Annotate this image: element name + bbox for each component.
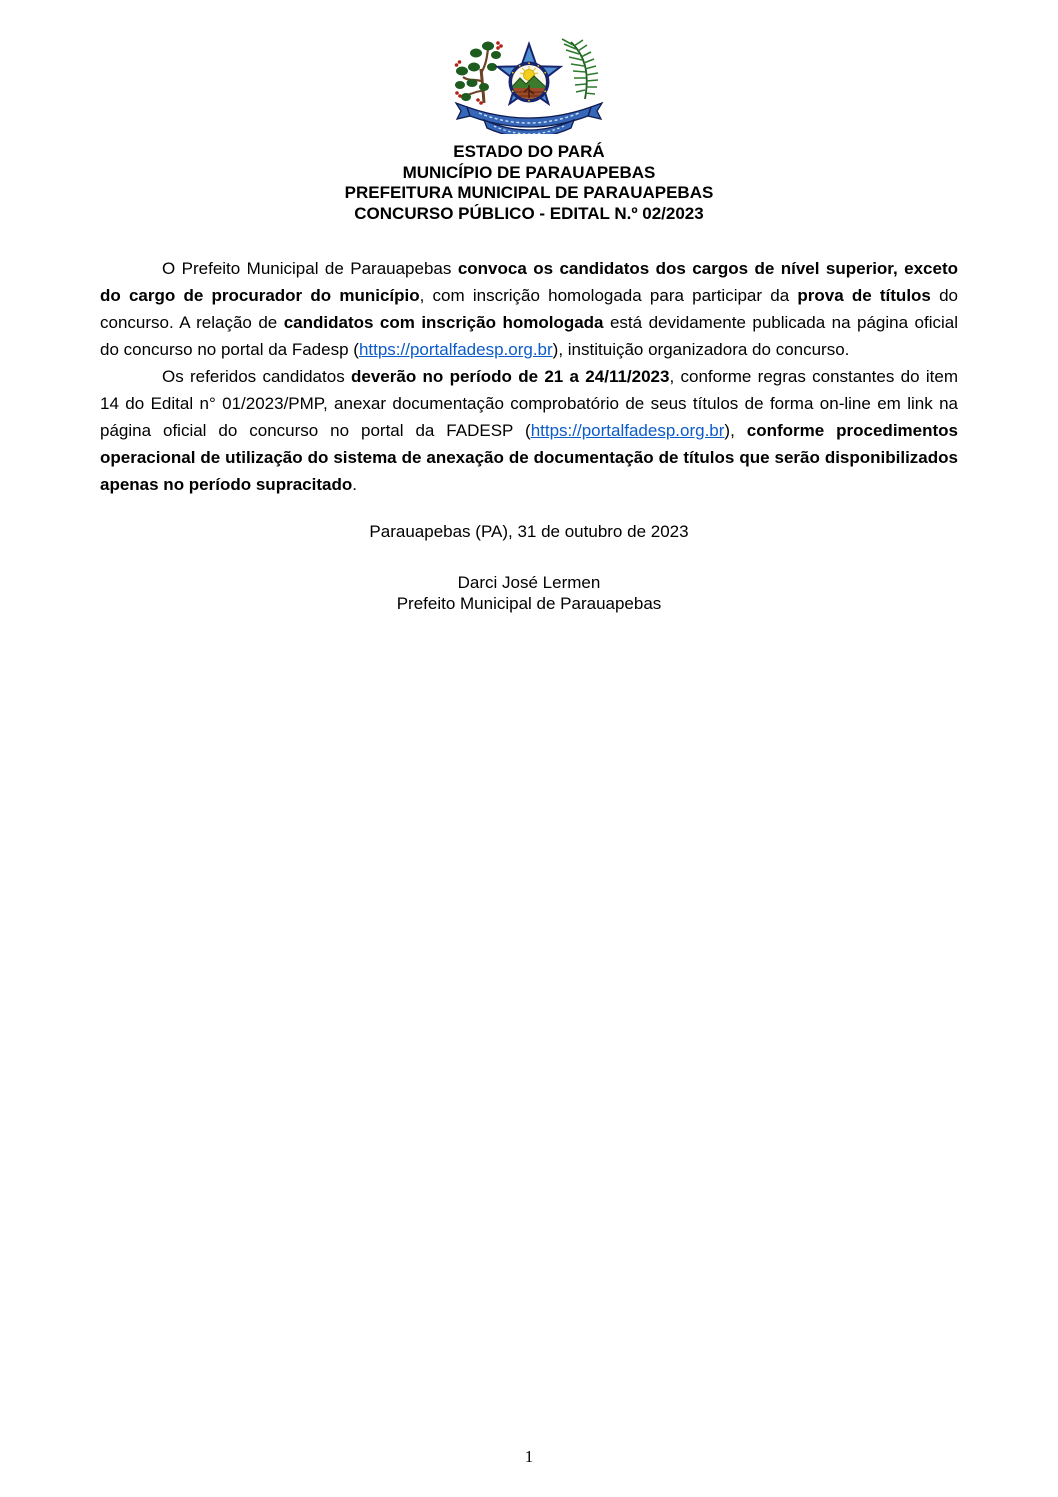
text-run: está devidamente publicada na página oficial do concurso no portal da Fadesp ( xyxy=(100,313,958,359)
text-run: , com inscrição homologada para participar da xyxy=(419,286,798,305)
crest-container xyxy=(0,0,1058,134)
paragraph-convocacao xyxy=(100,255,958,363)
text-run: Os referidos candidatos xyxy=(162,367,351,386)
document-header xyxy=(0,142,1058,224)
header-line-prefeitura: PREFEITURA MUNICIPAL DE PARAUAPEBAS xyxy=(344,183,714,202)
bold-text-run: prova de títulos xyxy=(797,286,931,305)
ribbon-banner-icon xyxy=(456,103,602,134)
bold-text-run: convoca os candidatos dos cargos de nível superior, exceto do cargo de procurador do município xyxy=(100,259,958,305)
header-line-edital: CONCURSO PÚBLICO - EDITAL N.º 02/2023 xyxy=(354,203,704,223)
text-run: , conforme regras constantes do item 14 do Edital n° 01/2023/PMP, anexar documentação comprobatório de seus títulos de forma on-line em link na página oficial do concurso no portal da FADESP ( xyxy=(100,367,958,440)
dateline: Parauapebas (PA), 31 de outubro de 2023 xyxy=(369,522,689,541)
bold-text-run: candidatos com inscrição homologada xyxy=(283,313,604,332)
fern-branch-icon xyxy=(562,39,598,99)
document-body xyxy=(100,255,958,498)
text-run: do concurso. A relação de xyxy=(100,286,958,332)
page-number: 1 xyxy=(524,1447,534,1466)
fadesp-portal-link[interactable]: https://portalfadesp.org.br xyxy=(530,421,725,440)
signature-role: Prefeito Municipal de Parauapebas xyxy=(396,593,662,613)
header-line-municipio: MUNICÍPIO DE PARAUAPEBAS xyxy=(402,162,656,182)
signature-block xyxy=(0,573,1058,614)
signature-name: Darci José Lermen xyxy=(457,573,601,592)
header-line-estado: ESTADO DO PARÁ xyxy=(453,142,605,161)
fadesp-portal-link[interactable]: https://portalfadesp.org.br xyxy=(358,340,553,359)
paragraph-prazo xyxy=(100,363,958,498)
tree-icon xyxy=(455,41,503,105)
text-run: ), xyxy=(724,421,747,440)
municipal-crest-icon xyxy=(454,37,604,134)
text-run: O Prefeito Municipal de Parauapebas xyxy=(162,259,458,278)
text-run: . xyxy=(352,475,357,494)
landscape-emblem-icon xyxy=(509,62,550,103)
text-run: ), instituição organizadora do concurso. xyxy=(552,340,850,359)
bold-text-run: conforme procedimentos operacional de utilização do sistema de anexação de documentação de títulos que serão disponibilizados apenas no período supracitado xyxy=(100,421,958,494)
bold-text-run: deverão no período de 21 a 24/11/2023 xyxy=(351,367,670,386)
